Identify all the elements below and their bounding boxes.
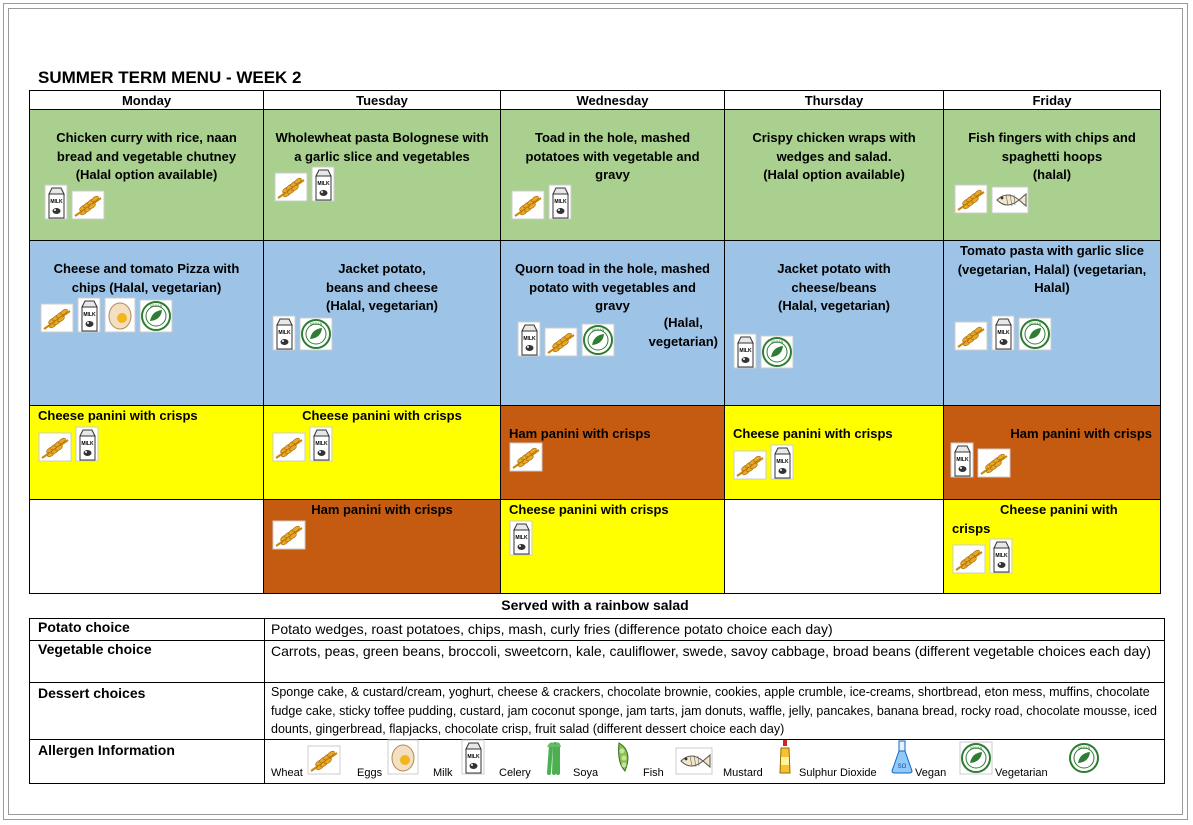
- svg-text:MILK: MILK: [997, 330, 1010, 336]
- day-header-row: [30, 91, 1161, 110]
- dish-text: Cheese and tomato Pizza with chips (Halal, vegetarian): [53, 261, 240, 295]
- menu-cell: [264, 406, 501, 500]
- allergen-legend-label: Mustard: [723, 766, 763, 779]
- day-header-friday: Friday: [944, 91, 1161, 110]
- dessert-row: [30, 683, 1165, 740]
- svg-text:MILK: MILK: [83, 312, 96, 318]
- svg-text:VEGAN: VEGAN: [1077, 745, 1091, 750]
- main-meal-row: [30, 110, 1161, 241]
- vegan-icon: [139, 299, 173, 338]
- dish-text: Jacket potato with cheese/beans (Halal, vegetarian): [777, 261, 891, 313]
- menu-cell: [264, 500, 501, 594]
- allergen-icons: [733, 444, 794, 485]
- dish-text: Cheese panini with crisps: [38, 408, 198, 423]
- vegetarian-icon: [1067, 741, 1101, 780]
- vegan-icon: [581, 323, 615, 362]
- svg-text:MILK: MILK: [995, 553, 1008, 559]
- dish-text: Chicken curry with rice, naan bread and vegetable chutney (Halal option available): [56, 130, 237, 182]
- wheat-icon: [272, 520, 306, 555]
- vegan-icon: [299, 317, 333, 356]
- svg-text:VEGAN: VEGAN: [309, 322, 323, 326]
- dish-text: Cheese panini with crisps: [302, 408, 462, 423]
- info-table: [29, 618, 1165, 784]
- wheat-icon: [38, 432, 72, 467]
- wheat-icon: [272, 432, 306, 467]
- svg-text:MILK: MILK: [315, 441, 328, 447]
- svg-text:MILK: MILK: [554, 199, 567, 205]
- dish-note: (Halal, vegetarian): [648, 315, 718, 349]
- allergen-legend-label: Soya: [573, 766, 599, 779]
- fish-icon: [675, 747, 713, 780]
- mustard-icon: [777, 739, 793, 780]
- allergen-legend: [265, 740, 1164, 782]
- allergen-label: Allergen Information: [30, 739, 265, 783]
- allergen-icons: [509, 520, 533, 561]
- svg-text:MILK: MILK: [739, 348, 752, 354]
- dessert-text: Sponge cake, & custard/cream, yoghurt, cheese & crackers, chocolate brownie, cookies, apple crumble, ice-creams, shortbread, eton mess, muffins, chocolate fudge cake, sticky toffee pudding, custard, jam coconut sponge, jam tarts, jam donuts, waffle, jelly, pancakes, banana bread, rocky road, chocolate mousse, iced dounts, gingerbread, flapjacks, chocolate crisp, fruit salad (different dessert choice each day): [265, 683, 1165, 740]
- menu-cell: [264, 241, 501, 406]
- menu-cell: [501, 406, 725, 500]
- wheat-icon: [274, 172, 308, 207]
- menu-table: [29, 90, 1161, 594]
- allergen-legend-label: Eggs: [357, 766, 383, 779]
- svg-text:VEGAN: VEGAN: [591, 328, 605, 332]
- day-header-tuesday: Tuesday: [264, 91, 501, 110]
- dish-text: Tomato pasta with garlic slice (vegetarian, Halal) (vegetarian, Halal): [957, 243, 1147, 295]
- milk-icon: [272, 315, 296, 356]
- wheat-icon: [733, 450, 767, 485]
- menu-cell: [944, 406, 1161, 500]
- dish-text: Ham panini with crisps: [1010, 426, 1152, 441]
- svg-text:VEGAN: VEGAN: [149, 304, 163, 308]
- wheat-icon: [511, 190, 545, 225]
- menu-cell: [725, 500, 944, 594]
- dish-text: Fish fingers with chips and spaghetti hoops (halal): [968, 130, 1136, 182]
- milk-icon: [989, 538, 1013, 579]
- allergen-legend-label: Fish: [643, 766, 664, 779]
- svg-text:MILK: MILK: [467, 753, 480, 760]
- panini-row-2: [30, 500, 1161, 594]
- dish-text: Crispy chicken wraps with wedges and salad. (Halal option available): [752, 130, 916, 182]
- svg-text:MILK: MILK: [515, 535, 528, 541]
- milk-icon: [770, 444, 794, 485]
- menu-cell: [30, 110, 264, 241]
- vegetarian-meal-row: [30, 241, 1161, 406]
- vegan-icon: [959, 741, 993, 780]
- soya-icon: [611, 739, 637, 780]
- milk-icon: [311, 166, 335, 207]
- dish-text: Quorn toad in the hole, mashed potato with vegetables and gravy: [514, 261, 710, 313]
- milk-icon: [461, 739, 485, 780]
- milk-icon: [733, 333, 757, 374]
- svg-text:MILK: MILK: [523, 336, 536, 342]
- celery-icon: [541, 739, 565, 780]
- svg-text:MILK: MILK: [956, 457, 969, 463]
- wheat-icon: [954, 184, 988, 219]
- potato-text: Potato wedges, roast potatoes, chips, mash, curly fries (difference potato choice each day): [265, 619, 1165, 641]
- dish-text: Cheese panini with crisps: [509, 502, 669, 517]
- menu-cell: [30, 241, 264, 406]
- milk-icon: [950, 442, 974, 483]
- svg-text:VEGAN: VEGAN: [1028, 322, 1042, 326]
- dish-text: Cheese panini with crisps: [952, 502, 1118, 536]
- vegetable-label: Vegetable choice: [30, 641, 265, 683]
- allergen-legend-label: Vegan: [915, 766, 947, 779]
- dish-text: Wholewheat pasta Bolognese with a garlic slice and vegetables: [275, 130, 489, 164]
- dish-text: Ham panini with crisps: [311, 502, 453, 517]
- allergen-icons: [272, 426, 333, 467]
- menu-cell: [944, 110, 1161, 241]
- allergen-legend-label: Celery: [499, 766, 531, 779]
- milk-icon: [309, 426, 333, 467]
- milk-icon: [75, 426, 99, 467]
- menu-cell: [944, 241, 1161, 406]
- allergen-legend-label: Milk: [433, 766, 453, 779]
- wheat-icon: [977, 448, 1011, 483]
- allergen-icons: [954, 315, 1052, 356]
- allergen-icons: [952, 538, 1013, 579]
- svg-text:VEGAN: VEGAN: [969, 745, 983, 750]
- milk-icon: [509, 520, 533, 561]
- milk-icon: [991, 315, 1015, 356]
- vegan-icon: [760, 335, 794, 374]
- wheat-icon: [952, 544, 986, 579]
- milk-icon: [44, 184, 68, 225]
- wheat-icon: [509, 442, 543, 477]
- dish-text: Jacket potato, beans and cheese (Halal, vegetarian): [326, 261, 438, 313]
- allergen-icons: [272, 315, 333, 356]
- menu-cell: [264, 110, 501, 241]
- menu-cell: [501, 500, 725, 594]
- vegetable-row: [30, 641, 1165, 683]
- menu-cell: [501, 110, 725, 241]
- wheat-icon: [40, 303, 74, 338]
- allergen-legend-label: Vegetarian: [995, 766, 1048, 779]
- allergen-icons: [954, 184, 1029, 219]
- allergen-legend-cell: [265, 739, 1165, 783]
- dish-text: Cheese panini with crisps: [733, 426, 893, 441]
- milk-icon: [548, 184, 572, 225]
- svg-text:SO: SO: [897, 763, 907, 770]
- menu-cell: [30, 500, 264, 594]
- svg-text:MILK: MILK: [317, 181, 330, 187]
- allergen-icons: [733, 333, 794, 374]
- dish-text: Toad in the hole, mashed potatoes with vegetable and gravy: [525, 130, 700, 182]
- allergen-icons: [272, 520, 306, 555]
- milk-icon: [517, 321, 541, 362]
- sulphur-dioxide-icon: [889, 739, 915, 780]
- svg-text:MILK: MILK: [278, 330, 291, 336]
- potato-row: [30, 619, 1165, 641]
- milk-icon: [77, 297, 101, 338]
- menu-cell: [30, 406, 264, 500]
- allergen-icons: [40, 297, 173, 338]
- served-with-note: Served with a rainbow salad: [501, 597, 689, 613]
- svg-text:MILK: MILK: [776, 459, 789, 465]
- dessert-label: Dessert choices: [30, 683, 265, 740]
- allergen-icons: [38, 426, 99, 467]
- menu-cell: [944, 500, 1161, 594]
- svg-text:MILK: MILK: [81, 441, 94, 447]
- day-header-monday: Monday: [30, 91, 264, 110]
- allergen-icons: [517, 321, 615, 362]
- menu-cell: [501, 241, 725, 406]
- wheat-icon: [544, 327, 578, 362]
- svg-text:VEGAN: VEGAN: [770, 340, 784, 344]
- allergen-icons: [509, 442, 543, 477]
- fish-icon: [991, 186, 1029, 219]
- panini-row-1: [30, 406, 1161, 500]
- page-title: SUMMER TERM MENU - WEEK 2: [38, 68, 302, 87]
- svg-text:MILK: MILK: [50, 199, 63, 205]
- allergen-legend-label: Sulphur Dioxide: [799, 766, 877, 779]
- allergen-icons: [511, 184, 572, 225]
- day-header-wednesday: Wednesday: [501, 91, 725, 110]
- egg-icon: [104, 297, 136, 338]
- allergen-icons: [274, 166, 335, 207]
- wheat-icon: [71, 190, 105, 225]
- allergen-icons: [44, 184, 105, 225]
- allergen-icons: [950, 442, 1011, 483]
- wheat-icon: [307, 745, 341, 780]
- allergen-legend-label: Wheat: [271, 766, 303, 779]
- allergen-row: [30, 739, 1165, 783]
- menu-cell: [725, 406, 944, 500]
- menu-cell: [725, 241, 944, 406]
- wheat-icon: [954, 321, 988, 356]
- egg-icon: [387, 739, 419, 780]
- menu-cell: [725, 110, 944, 241]
- dish-text: Ham panini with crisps: [509, 426, 651, 441]
- potato-label: Potato choice: [30, 619, 265, 641]
- day-header-thursday: Thursday: [725, 91, 944, 110]
- vegetable-text: Carrots, peas, green beans, broccoli, sweetcorn, kale, cauliflower, swede, savoy cabbage, broad beans (different vegetable choices each day): [265, 641, 1165, 683]
- vegan-icon: [1018, 317, 1052, 356]
